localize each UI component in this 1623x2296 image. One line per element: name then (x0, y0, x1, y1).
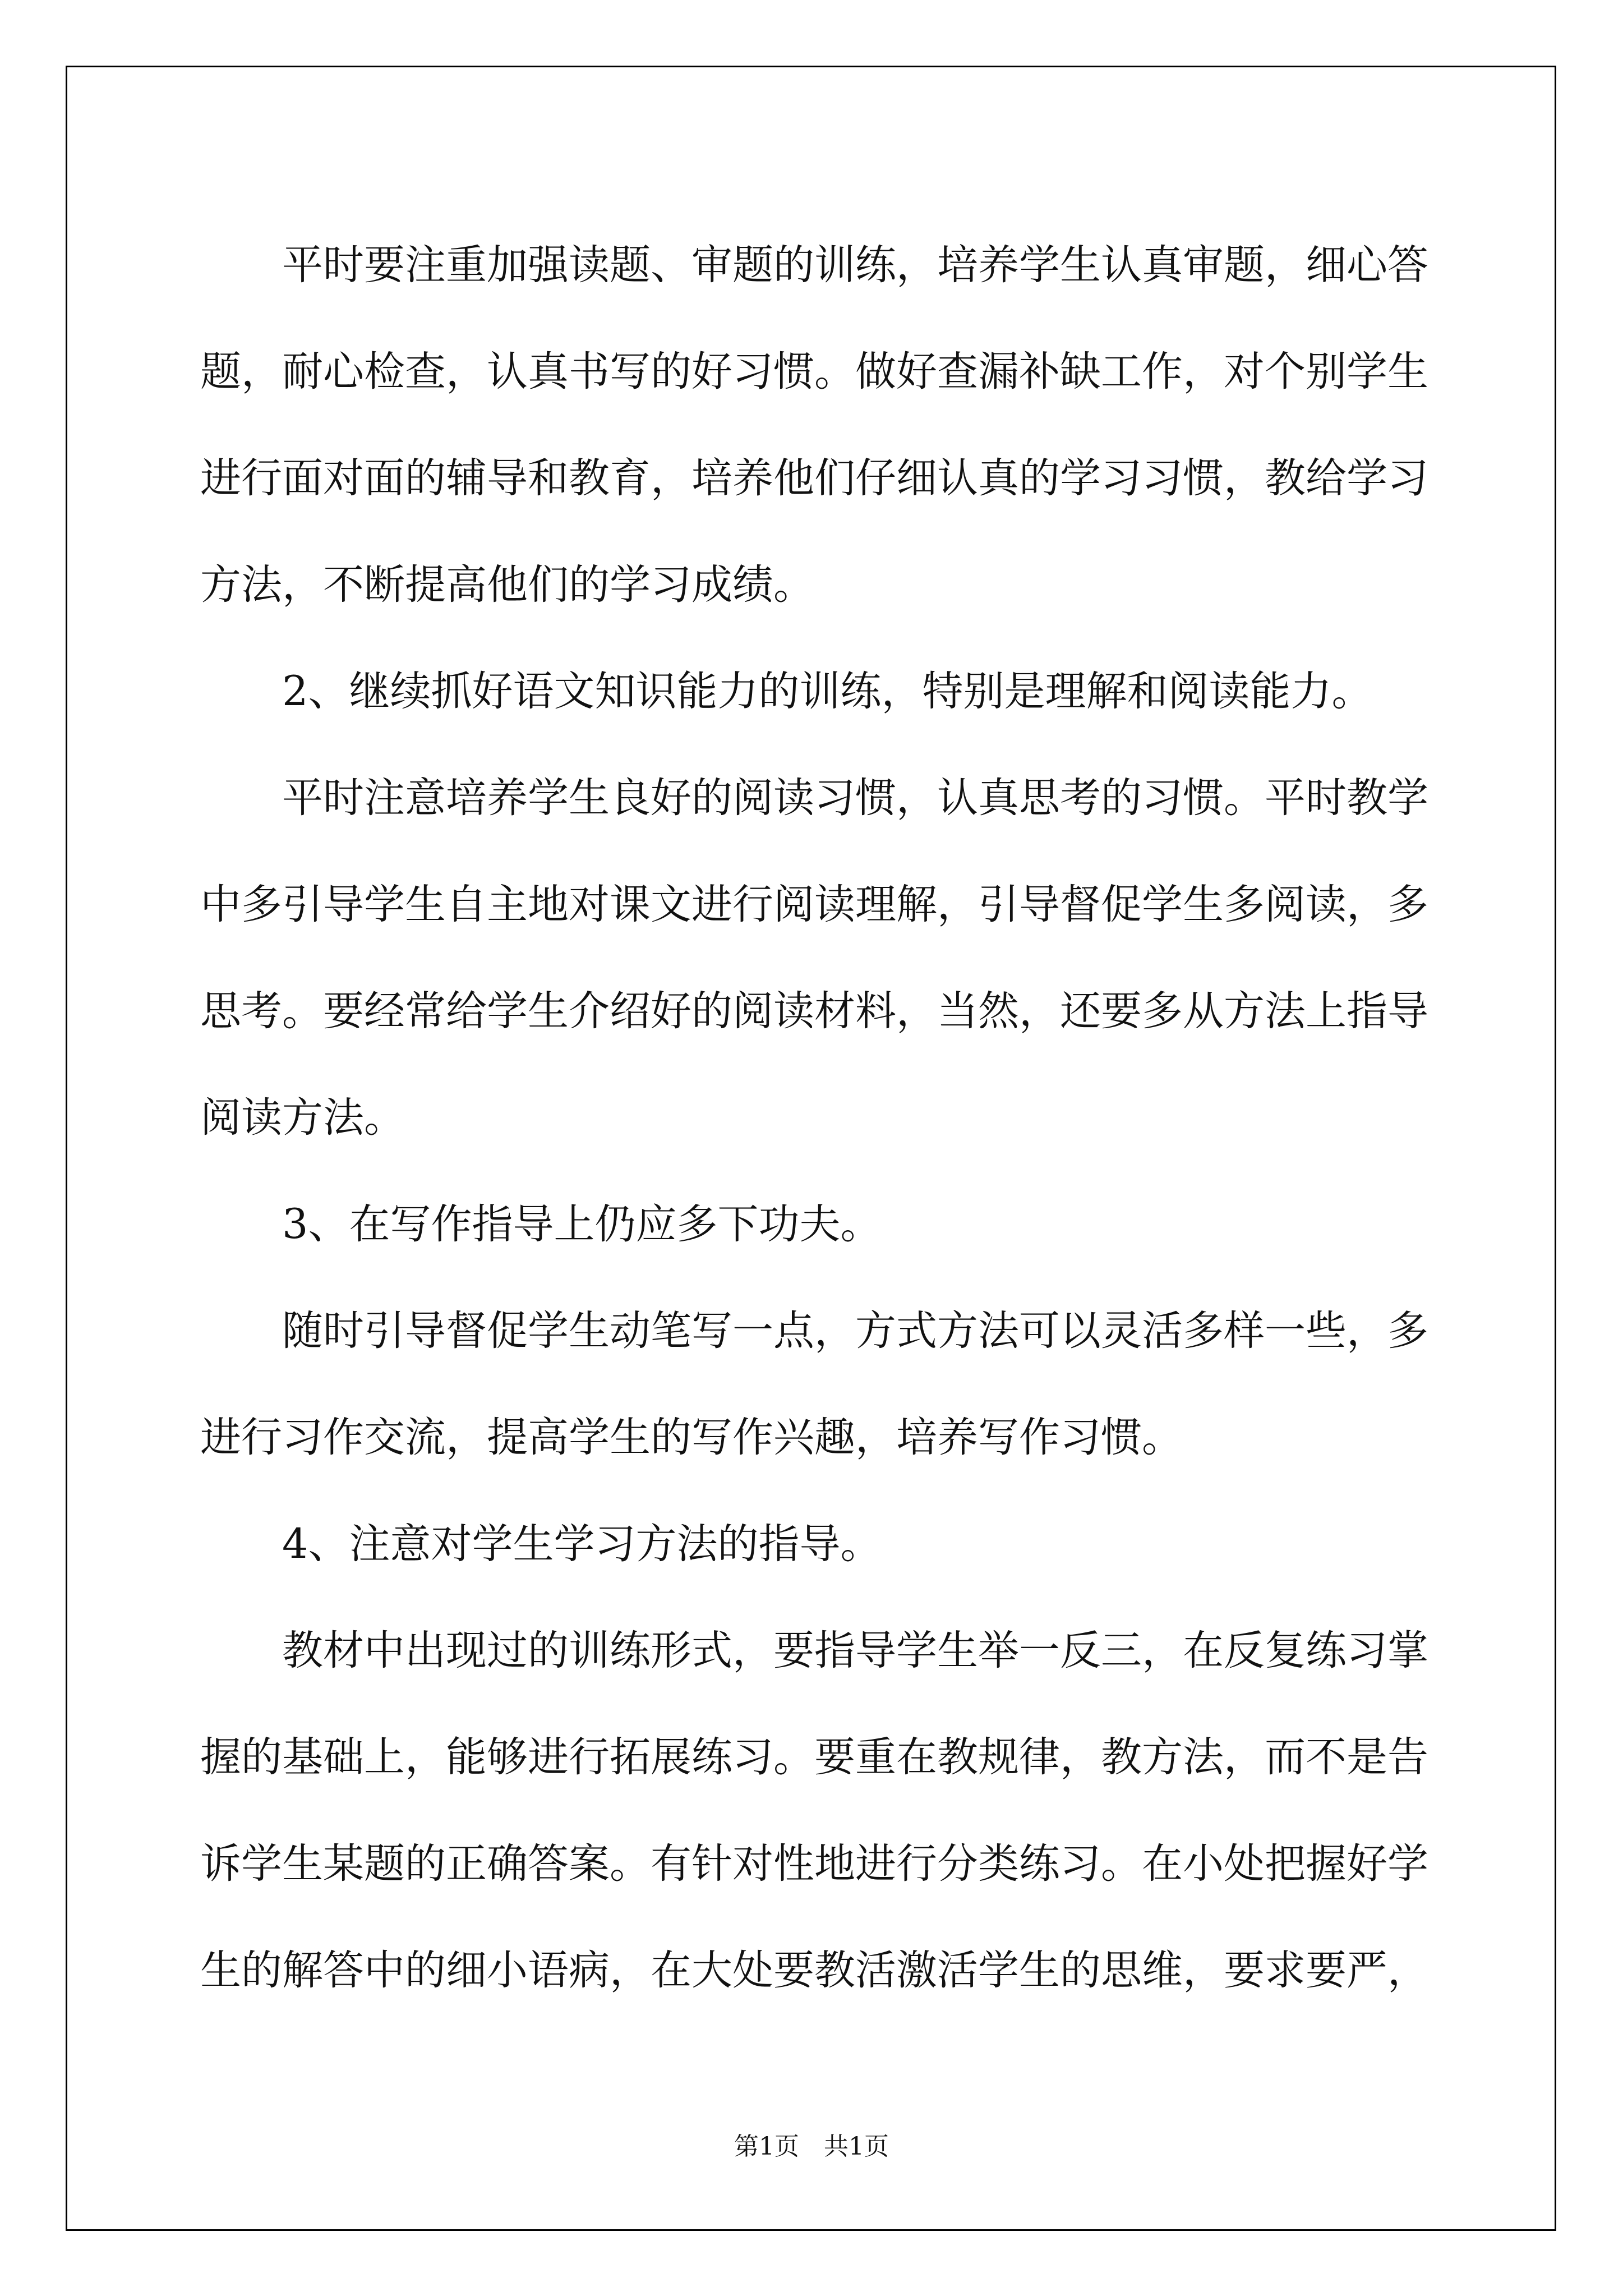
paragraph: 平时注意培养学生良好的阅读习惯，认真思考的习惯。平时教学中多引导学生自主地对课文进行阅读理解，引导督促学生多阅读，多思考。要经常给学生介绍好的阅读材料，当然，还要多从方法上指导阅读方法。 (200, 774, 1428, 1142)
paragraph: 3、在写作指导上仍应多下功夫。 (282, 1200, 882, 1248)
document-body (200, 212, 1428, 2024)
paragraph: 随时引导督促学生动笔写一点，方式方法可以灵活多样一些，多进行习作交流，提高学生的写作兴趣，培养写作习惯。 (200, 1307, 1428, 1461)
paragraph: 平时要注重加强读题、审题的训练，培养学生认真审题，细心答题，耐心检查，认真书写的好习惯。做好查漏补缺工作，对个别学生进行面对面的辅导和教育，培养他们仔细认真的学习习惯，教给学习方法，不断提高他们的学习成绩。 (200, 241, 1428, 609)
page-number-footer: 第1页 共1页 (734, 2132, 889, 2161)
paragraph: 教材中出现过的训练形式，要指导学生举一反三，在反复练习掌握的基础上，能够进行拓展练习。要重在教规律，教方法，而不是告诉学生某题的正确答案。有针对性地进行分类练习。在小处把握好学生的解答中的细小语病，在大处要教活激活学生的思维，要求要严， (200, 1627, 1428, 1994)
paragraph: 2、继续抓好语文知识能力的训练，特别是理解和阅读能力。 (282, 668, 1373, 715)
paragraph: 4、注意对学生学习方法的指导。 (282, 1520, 882, 1568)
